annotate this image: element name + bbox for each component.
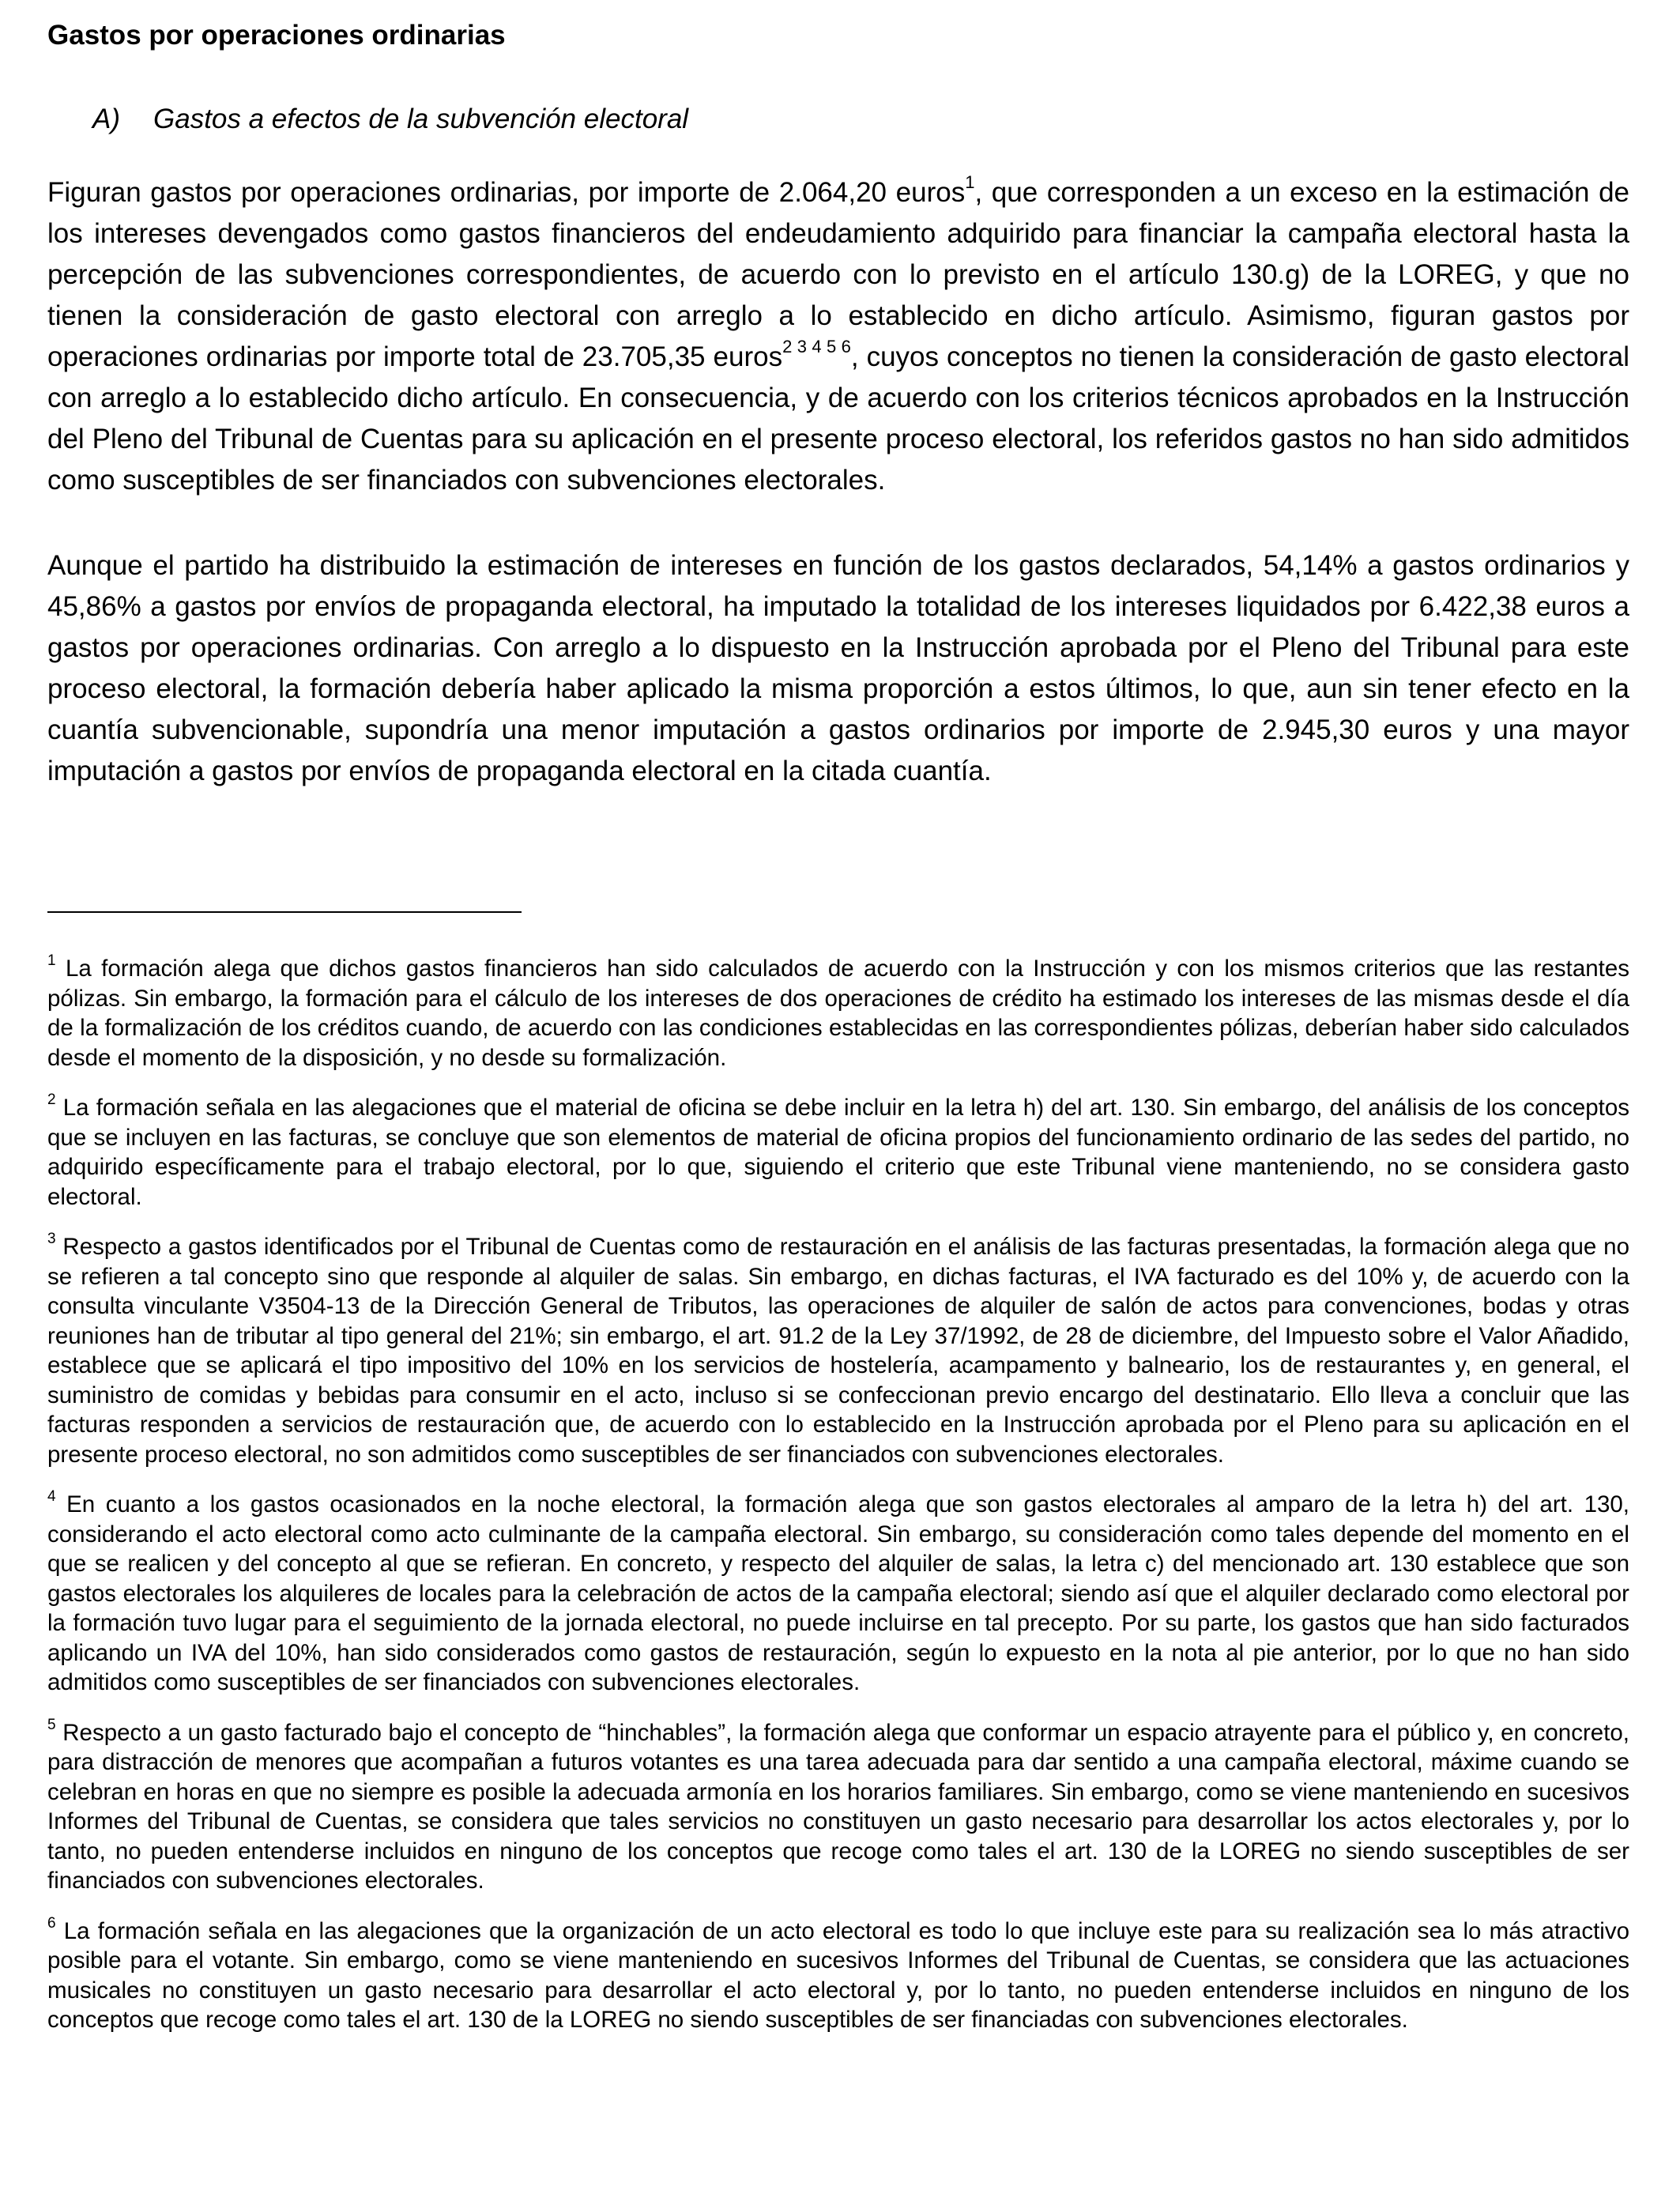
footnote-number: 4 bbox=[47, 1488, 56, 1506]
section-heading: Gastos por operaciones ordinarias bbox=[47, 20, 506, 51]
footnote-ref-1[interactable]: 1 bbox=[965, 172, 975, 193]
paragraph-1-part-3: , cuyos conceptos no tienen la consideración de gasto electoral con arreglo a lo establecido dicho artículo. En consecuencia, y de acuerdo con los criterios técnicos aprobados en la Instrucción del Pleno del Tribunal de Cuentas para su aplicación en el presente proceso electoral, los referidos gastos no han sido admitidos como susceptibles de ser financiados con subvenciones electorales. bbox=[47, 341, 1629, 496]
paragraph-1-part-2: , que corresponden a un exceso en la estimación de los intereses devengados como gastos financieros del endeudamiento adquirido para financiar la campaña electoral hasta la percepción de las subvenciones correspondientes, de acuerdo con lo previsto en el artículo 130.g) de la LOREG, y que no tienen la consideración de gasto electoral con arreglo a lo establecido en dicho artículo. Asimismo, figuran gastos por operaciones ordinarias por importe total de 23.705,35 euros bbox=[47, 177, 1629, 372]
document-body bbox=[47, 17, 1629, 792]
subsection-heading bbox=[92, 101, 1629, 138]
footnotes bbox=[47, 954, 1629, 2056]
footnote-number: 2 bbox=[47, 1091, 56, 1109]
footnote-number: 5 bbox=[47, 1716, 56, 1733]
footnote-refs-2-6[interactable]: 2 3 4 5 6 bbox=[782, 337, 851, 357]
footnote-text: La formación señala en las alegaciones que la organización de un acto electoral es todo lo que incluye este para su realización sea lo más atractivo posible para el votante. Sin embargo, como se viene manteniendo en sucesivos Informes del Tribunal de Cuentas, se considera que las actuaciones musicales no constituyen un gasto necesario para desarrollar el acto electoral y, por lo tanto, no pueden entenderse incluidos en ninguno de los conceptos que recoge como tales el art. 130 de la LOREG no siendo susceptibles de ser financiadas con subvenciones electorales. bbox=[47, 1917, 1629, 2033]
footnote-number: 3 bbox=[47, 1231, 56, 1248]
footnote-text: Respecto a un gasto facturado bajo el concepto de “hinchables”, la formación alega que conformar un espacio atrayente para el público y, en concreto, para distracción de menores que acompañan a futuros votantes es una tarea adecuada para dar sentido a una campaña electoral, máxime cuando se celebran en horas en que no siempre es posible la adecuada armonía en los horarios familiares. Sin embargo, como se viene manteniendo en sucesivos Informes del Tribunal de Cuentas, se considera que tales servicios no constituyen un gasto necesario para desarrollar los actos electorales y, por lo tanto, no pueden entenderse incluidos en ninguno de los conceptos que recoge como tales el art. 130 de la LOREG no siendo susceptibles de ser financiados con subvenciones electorales. bbox=[47, 1719, 1629, 1894]
subsection-title: Gastos a efectos de la subvención electoral bbox=[153, 104, 689, 134]
paragraph-2: Aunque el partido ha distribuido la estimación de intereses en función de los gastos declarados, 54,14% a gastos ordinarios y 45,86% a gastos por envíos de propaganda electoral, ha imputado la totalidad de los intereses liquidados por 6.422,38 euros a gastos por operaciones ordinarias. Con arreglo a lo dispuesto en la Instrucción aprobada por el Pleno del Tribunal para este proceso electoral, la formación debería haber aplicado la misma proporción a estos últimos, lo que, aun sin tener efecto en la cuantía subvencionable, supondría una menor imputación a gastos ordinarios por importe de 2.945,30 euros y una mayor imputación a gastos por envíos de propaganda electoral en la citada cuantía. bbox=[47, 550, 1629, 786]
footnote-number: 1 bbox=[47, 952, 56, 970]
footnote-number: 6 bbox=[47, 1914, 56, 1932]
footnote-separator bbox=[47, 911, 522, 913]
paragraph-1 bbox=[47, 172, 1629, 501]
footnote-text: La formación alega que dichos gastos financieros han sido calculados de acuerdo con la Instrucción y con los mismos criterios que las restantes pólizas. Sin embargo, la formación para el cálculo de los intereses de dos operaciones de crédito ha estimado los intereses de las mismas desde el día de la formalización de los créditos cuando, de acuerdo con las condiciones establecidas en las correspondientes pólizas, deberían haber sido calculados desde el momento de la disposición, y no desde su formalización. bbox=[47, 956, 1629, 1071]
subsection-letter: A) bbox=[92, 104, 120, 134]
footnote-text: En cuanto a los gastos ocasionados en la noche electoral, la formación alega que son gastos electorales al amparo de la letra h) del art. 130, considerando el acto electoral como acto culminante de la campaña electoral. Sin embargo, su consideración como tales depende del momento en el que se realicen y del concepto al que se refieran. En concreto, y respecto del alquiler de salas, la letra c) del mencionado art. 130 establece que son gastos electorales los alquileres de locales para la celebración de actos de la campaña electoral; siendo así que el alquiler declarado como electoral por la formación tuvo lugar para el seguimiento de la jornada electoral, no puede incluirse en tal precepto. Por su parte, los gastos que han sido facturados aplicando un IVA del 10%, han sido considerados como gastos de restauración, según lo expuesto en la nota al pie anterior, por lo que no han sido admitidos como susceptibles de ser financiados con subvenciones electorales. bbox=[47, 1491, 1629, 1695]
footnote-2 bbox=[47, 1093, 1629, 1212]
footnote-text: Respecto a gastos identificados por el Tribunal de Cuentas como de restauración en el análisis de las facturas presentadas, la formación alega que no se refieren a tal concepto sino que responde al alquiler de salas. Sin embargo, en dichas facturas, el IVA facturado es del 10% y, de acuerdo con la consulta vinculante V3504-13 de la Dirección General de Tributos, las operaciones de alquiler de salón de actos para convenciones, bodas y otras reuniones han de tributar al tipo general del 21%; sin embargo, el art. 91.2 de la Ley 37/1992, de 28 de diciembre, del Impuesto sobre el Valor Añadido, establece que se aplicará el tipo impositivo del 10% en los servicios de hostelería, acampamento y balneario, los de restaurantes y, en general, el suministro de comidas y bebidas para consumir en el acto, incluso si se confeccionan previo encargo del destinatario. Ello lleva a concluir que las facturas responden a servicios de restauración que, de acuerdo con lo establecido en la Instrucción aprobada por el Pleno para su aplicación en el presente proceso electoral, no son admitidos como susceptibles de ser financiados con subvenciones electorales. bbox=[47, 1234, 1629, 1468]
footnote-6 bbox=[47, 1914, 1629, 2035]
paragraph-1-part-1: Figuran gastos por operaciones ordinarias, por importe de 2.064,20 euros bbox=[47, 177, 966, 208]
footnote-3 bbox=[47, 1232, 1629, 1469]
footnote-4 bbox=[47, 1490, 1629, 1698]
footnote-text: La formación señala en las alegaciones que el material de oficina se debe incluir en la letra h) del art. 130. Sin embargo, del análisis de los conceptos que se incluyen en las facturas, se concluye que son elementos de material de oficina propios del funcionamiento ordinario de las sedes del partido, no adquirido específicamente para el trabajo electoral, por lo que, siguiendo el criterio que este Tribunal viene manteniendo, no se considera gasto electoral. bbox=[47, 1095, 1629, 1210]
footnote-1 bbox=[47, 954, 1629, 1072]
footnote-5 bbox=[47, 1718, 1629, 1896]
